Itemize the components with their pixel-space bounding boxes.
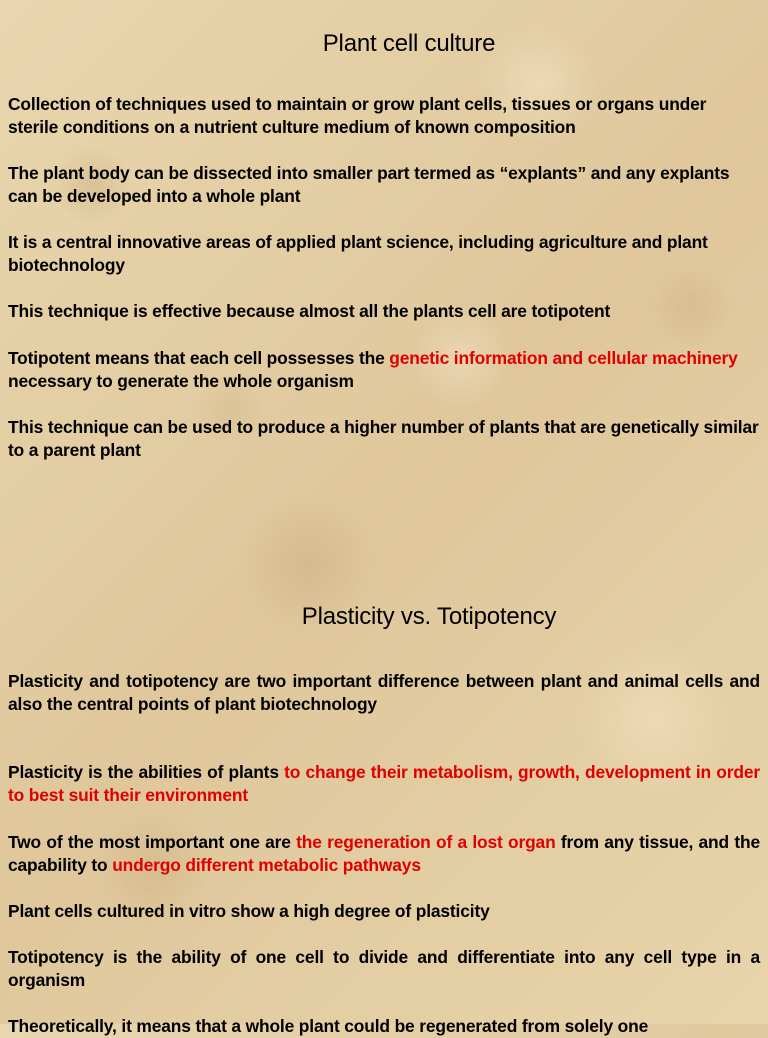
- paragraph-effectiveness: This technique is effective because almost all the plants cell are totipotent: [8, 301, 611, 321]
- section-title-plasticity-vs-totipotency: Plasticity vs. Totipotency: [301, 603, 557, 630]
- highlighted-text: genetic information and cellular machinery: [389, 348, 738, 368]
- paragraph-theoretically: Theoretically, it means that a whole plant could be regenerated from solely one: [8, 1016, 649, 1036]
- paragraph-in-vitro-plasticity: Plant cells cultured in vitro show a high degree of plasticity: [8, 901, 490, 921]
- paragraph-totipotent-meaning: [8, 347, 760, 393]
- paragraph-higher-number: This technique can be used to produce a higher number of plants that are genetically similar to a parent plant: [8, 417, 759, 460]
- highlighted-text: the regeneration of a lost organ: [296, 832, 556, 852]
- paragraph-plasticity-definition: [8, 761, 760, 807]
- paragraph-applied-science: It is a central innovative areas of applied plant science, including agriculture and plant biotechnology: [8, 232, 708, 275]
- paragraph-definition: Collection of techniques used to maintain or grow plant cells, tissues or organs under sterile conditions on a nutrient culture medium of known composition: [8, 94, 707, 137]
- highlighted-text: to change their metabolism, growth, development in order to best suit their environment: [8, 762, 760, 805]
- highlighted-text: undergo different metabolic pathways: [112, 855, 421, 875]
- text-segment: Two of the most important one are: [8, 832, 297, 852]
- paragraph-totipotency-definition: Totipotency is the ability of one cell to divide and differentiate into any cell type in a organism: [8, 947, 760, 990]
- paragraph-plasticity-totipotency-intro: Plasticity and totipotency are two important difference between plant and animal cells and also the central points of plant biotechnology: [8, 671, 760, 714]
- text-segment: necessary to generate the whole organism: [8, 371, 354, 391]
- text-segment: Totipotent means that each cell possesses the: [8, 348, 390, 368]
- text-segment: from any tissue, and the capability to: [8, 832, 760, 875]
- section-title-plant-cell-culture: Plant cell culture: [322, 30, 496, 57]
- paragraph-important-abilities: [8, 831, 760, 877]
- paragraph-explants: The plant body can be dissected into smaller part termed as “explants” and any explants can be developed into a whole plant: [8, 163, 730, 206]
- text-segment: Plasticity is the abilities of plants: [8, 762, 285, 782]
